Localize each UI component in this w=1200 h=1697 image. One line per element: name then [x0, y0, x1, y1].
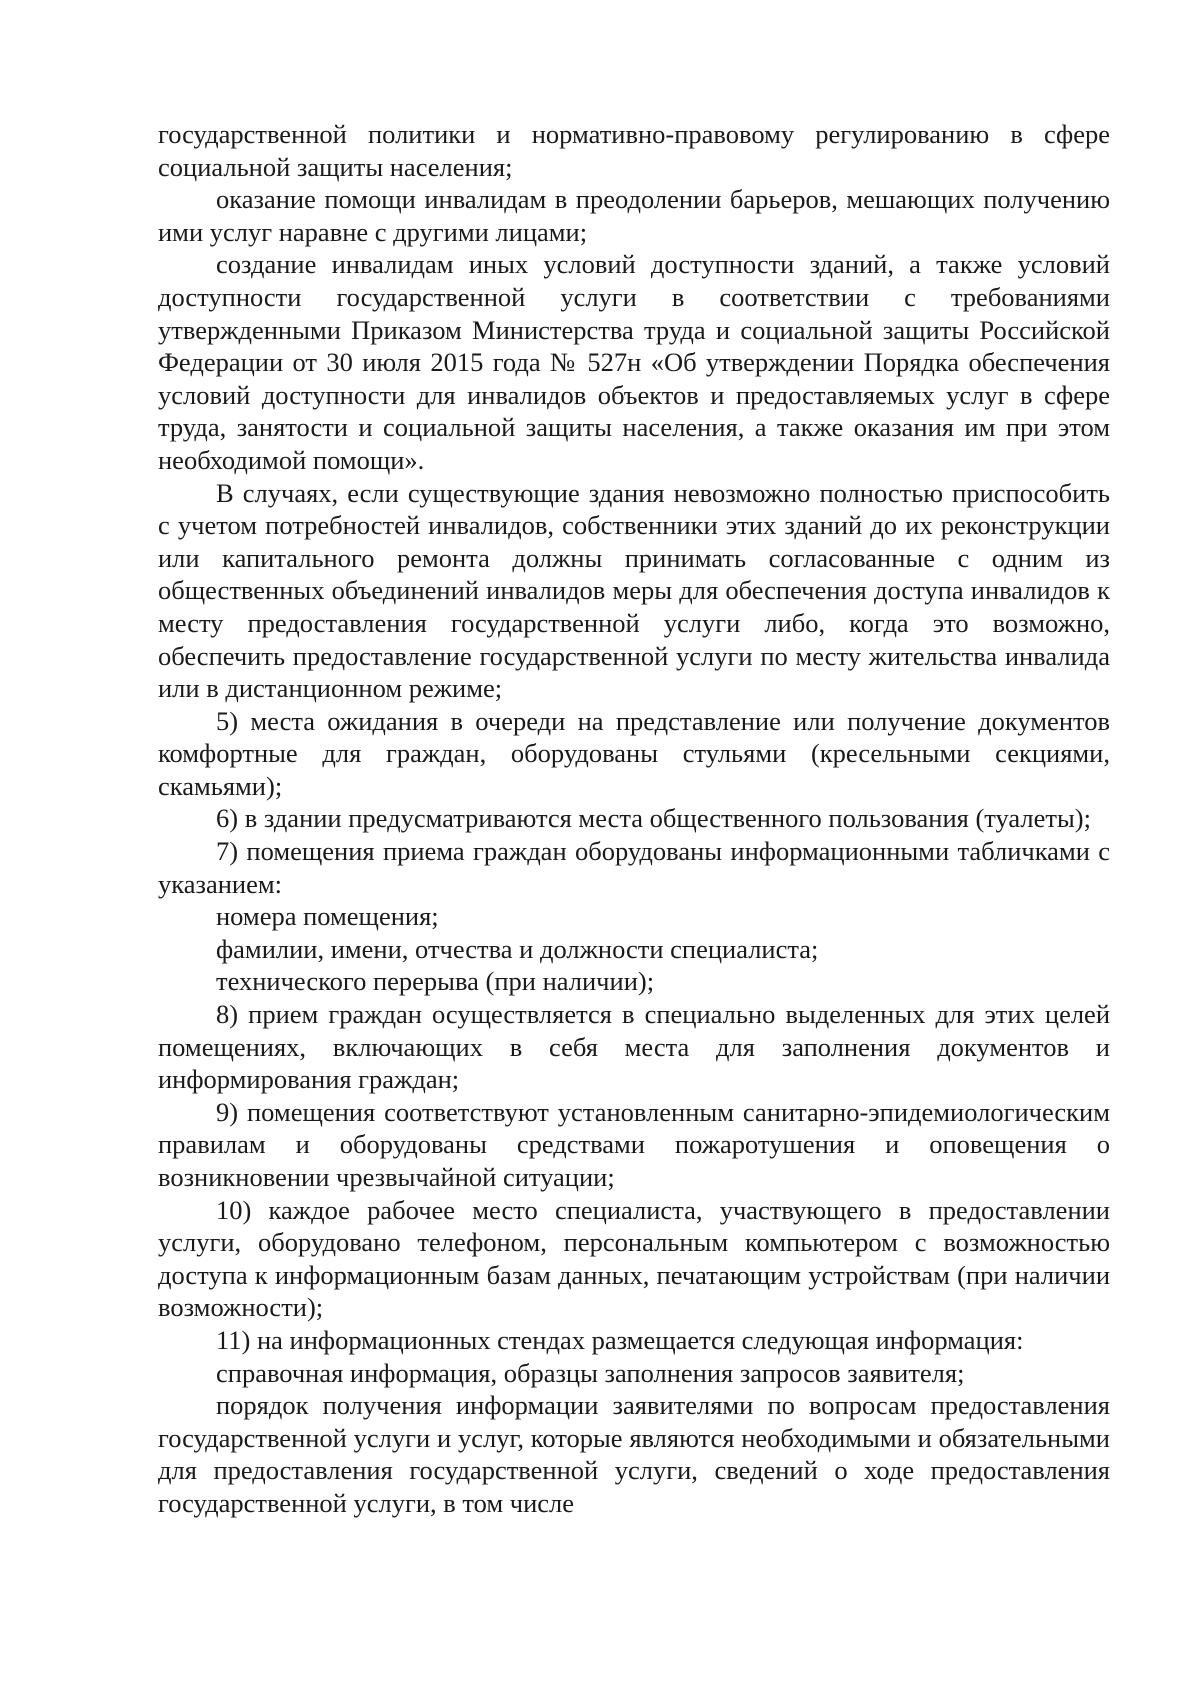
paragraph-existing-buildings: В случаях, если существующие здания невозможно полностью приспособить с учетом потребностей инвалидов, собственники этих зданий до их реконструкции или капитального ремонта должны принимать согласованные с одним из общественных объединений инвалидов меры для обеспечения доступа инвалидов к месту предоставления государственной услуги либо, когда это возможно, обеспечить предоставление государственной услуги по месту жительства инвалида или в дистанционном режиме;	[158, 477, 1110, 704]
paragraph-assistance-barriers: оказание помощи инвалидам в преодолении барьеров, мешающих получению ими услуг наравне с другими лицами;	[158, 184, 1110, 247]
paragraph-item-6: 6) в здании предусматриваются места общественного пользования (туалеты);	[216, 803, 1091, 834]
paragraph-item-5: 5) места ожидания в очереди на представление или получение документов комфортные для граждан, оборудованы стульями (кресельными секциями, скамьями);	[158, 705, 1110, 801]
paragraph-reference-info: справочная информация, образцы заполнения запросов заявителя;	[216, 1357, 965, 1388]
paragraph-item-10: 10) каждое рабочее место специалиста, участвующего в предоставлении услуги, оборудовано телефоном, персональным компьютером с возможностью доступа к информационным базам данных, печатающим устройствам (при наличии возможности);	[158, 1194, 1110, 1323]
document-body	[158, 118, 1110, 1520]
paragraph-info-procedure: порядок получения информации заявителями по вопросам предоставления государственной услуги и услуг, которые являются необходимыми и обязательными для предоставления государственной услуги, сведений о ходе предоставления государственной услуги, в том числе	[158, 1390, 1110, 1518]
paragraph-item-9: 9) помещения соответствуют установленным санитарно-эпидемиологическим правилам и оборудованы средствами пожаротушения и оповещения о возникновении чрезвычайной ситуации;	[158, 1096, 1110, 1192]
paragraph-item-7: 7) помещения приема граждан оборудованы информационными табличками с указанием:	[158, 836, 1110, 899]
paragraph-room-number: номера помещения;	[216, 901, 439, 932]
paragraph-accessibility-conditions: создание инвалидам иных условий доступности зданий, а также условий доступности государственной услуги в соответствии с требованиями утвержденными Приказом Министерства труда и социальной защиты Российской Федерации от 30 июля 2015 года № 527н «Об утверждении Порядка обеспечения условий доступности для инвалидов объектов и предоставляемых услуг в сфере труда, занятости и социальной защиты населения, а также оказания им при этом необходимой помощи».	[158, 249, 1110, 475]
paragraph-technical-break: технического перерыва (при наличии);	[216, 966, 655, 997]
paragraph-continuation: государственной политики и нормативно-правовому регулированию в сфере социальной защиты населения;	[158, 119, 1110, 182]
paragraph-item-8: 8) прием граждан осуществляется в специально выделенных для этих целей помещениях, включающих в себя места для заполнения документов и информирования граждан;	[158, 999, 1110, 1095]
paragraph-item-11: 11) на информационных стендах размещается следующая информация:	[216, 1324, 1024, 1355]
paragraph-specialist-name: фамилии, имени, отчества и должности специалиста;	[216, 933, 819, 964]
